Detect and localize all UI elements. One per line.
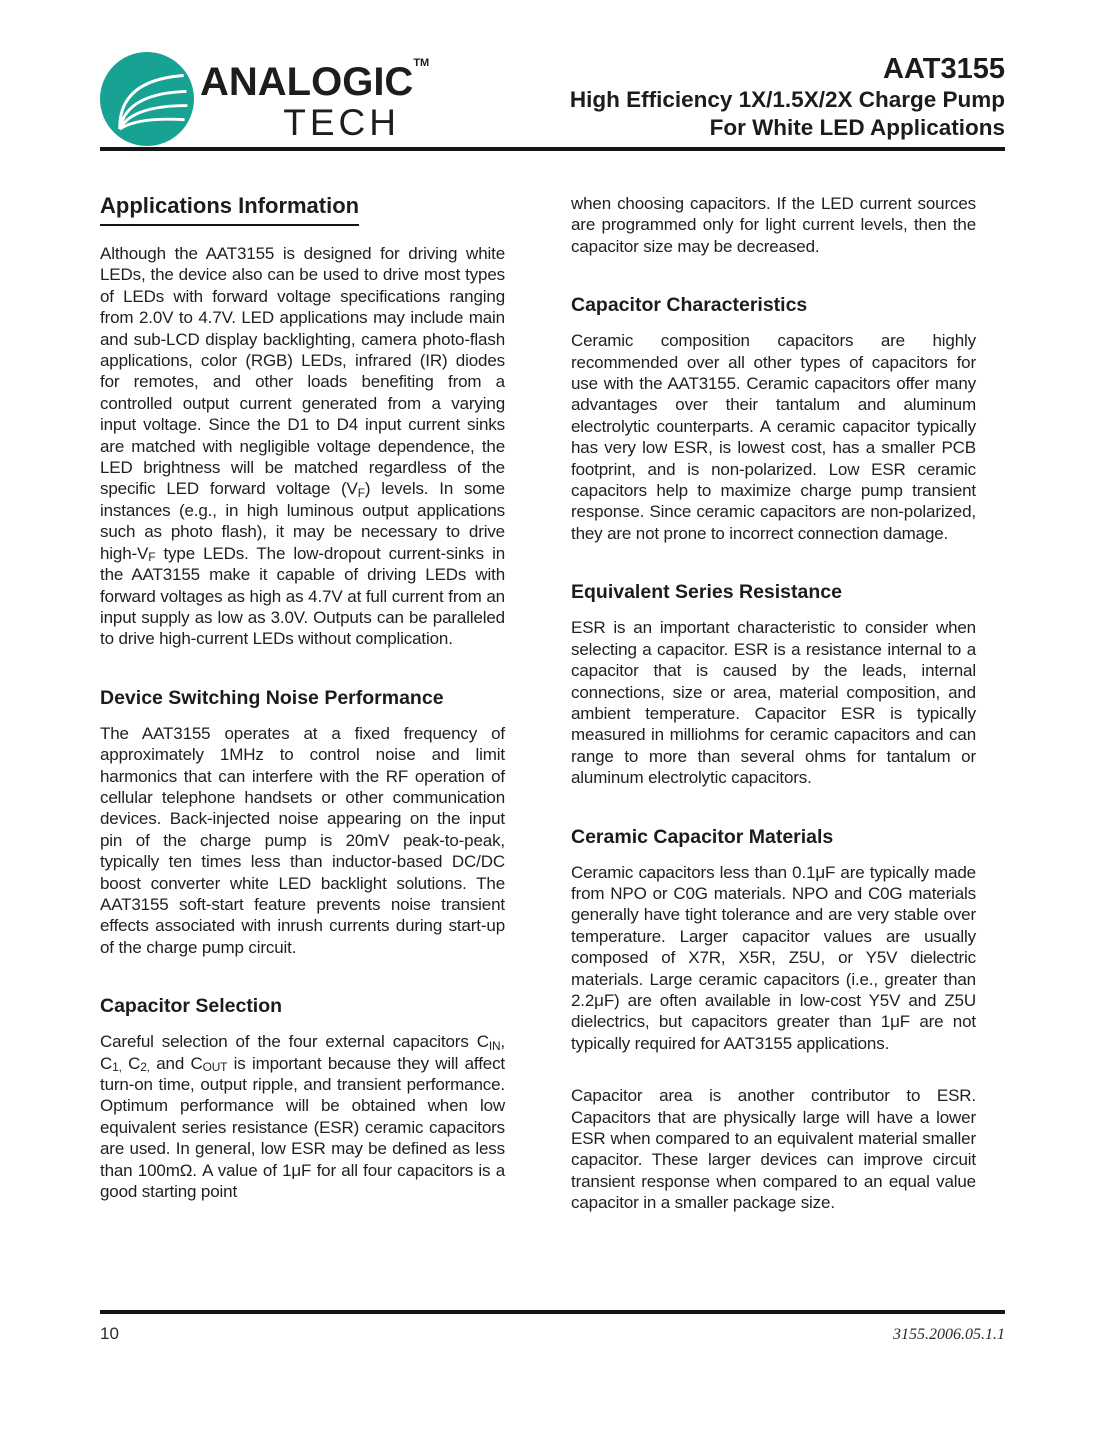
left-column [100,193,505,1214]
doc-subtitle-line1: High Efficiency 1X/1.5X/2X Charge Pump [569,87,1005,112]
paragraph-capacitor-selection: Careful selection of the four external capacitors $C_{IN}$, $C_{1,}$ $C_{2,}$ and $C_{OUT}$ is important because they will affect turn-on time, output ripple, and transient performance. Optimum performance will be obtained when low equivalent series resistance (ESR) ceramic capacitors are used. In general, low ESR may be defined as less than 100mΩ. A value of 1μF for all four capacitors is a good starting point [100,1032,506,1202]
page-body [100,193,976,1214]
footer-divider [100,1310,1005,1314]
page-number: 10 [100,1324,119,1343]
section-title-applications-information: Applications Information [100,193,359,226]
heading-device-switching-noise: Device Switching Noise Performance [100,686,444,709]
paragraph-applications-intro: Although the AAT3155 is designed for driving white LEDs, the device also can be used to drive most types of LEDs with forward voltage specifications ranging from 2.0V to 4.7V. LED applications may include main and sub-LCD display backlighting, camera photo-flash applications, color (RGB) LEDs, infrared (IR) diodes for remotes, and other loads benefiting from a controlled output current generated from a varying input voltage. Since the D1 to D4 input current sinks are matched with negligible voltage dependence, the LED brightness will be matched regardless of the specific LED forward voltage $(V_F)$ levels. In some instances (e.g., in high luminous output applications such as photo flash), it may be necessary to drive high-$V_F$ type LEDs. The low-dropout current-sinks in the AAT3155 make it capable of driving LEDs with forward voltages as high as 4.7V at full current from an input supply as low as 3.0V. Outputs can be paralleled to drive high-current LEDs without complication. [100,244,505,649]
right-column [571,193,976,1214]
document-code: 3155.2006.05.1.1 [893,1326,1005,1343]
doc-subtitle-line2: For White LED Applications [709,115,1005,140]
document-header [570,53,1005,142]
paragraph-capacitor-characteristics: Ceramic composition capacitors are highly recommended over all other types of capacitors for use with the AAT3155. Ceramic capacitors offer many advantages over their tantalum and aluminum electrolytic counterparts. A ceramic capacitor typically has very low ESR, is lowest cost, has a smaller PCB footprint, and is non-polarized. Low ESR ceramic capacitors help to maximize charge pump transient response. Since ceramic capacitors are non-polarized, they are not prone to incorrect connection damage. [571,331,976,543]
paragraph-ceramic-capacitor-materials: Ceramic capacitors less than 0.1μF are typically made from NPO or C0G materials. NPO and C0G materials generally have tight tolerance and are very stable over temperature. Larger capacitor values are usually composed of X7R, X5R, Z5U, or Y5V dielectric materials. Large ceramic capacitors (i.e., greater than 2.2μF) are often available in low-cost Y5V and Z5U dielectrics, but capacitors greater than 1μF are not typically required for AAT3155 applications. [571,862,976,1053]
heading-capacitor-selection: Capacitor Selection [100,995,283,1018]
logo-word-tech: TECH [283,102,400,143]
company-logo [100,52,430,146]
paragraph-capacitor-selection-continued: when choosing capacitors. If the LED current sources are programmed only for light current levels, then the capacitor size may be decreased. [571,194,976,256]
heading-ceramic-capacitor-materials: Ceramic Capacitor Materials [571,825,834,848]
part-number: AAT3155 [883,53,1005,85]
paragraph-equivalent-series-resistance: ESR is an important characteristic to consider when selecting a capacitor. ESR is a resistance internal to a capacitor that is caused by the leads, internal connections, size or area, material composition, and ambient temperature. Capacitor ESR is typically measured in milliohms for ceramic capacitors and can range to more than several ohms for tantalum or aluminum electrolytic capacitors. [571,618,976,788]
logo-wordmark [200,57,430,143]
heading-capacitor-characteristics: Capacitor Characteristics [571,294,808,317]
trademark-symbol: TM [413,57,430,69]
heading-equivalent-series-resistance: Equivalent Series Resistance [571,581,842,604]
header-divider [100,147,1005,151]
paragraph-device-switching-noise: The AAT3155 operates at a fixed frequency of approximately 1MHz to control noise and limit harmonics that can interfere with the RF operation of cellular telephone handsets or other communication devices. Back-injected noise appearing on the input pin of the charge pump is 20mV peak-to-peak, typically ten times less than inductor-based DC/DC boost converter white LED backlight solutions. The AAT3155 soft-start feature prevents noise transient effects associated with inrush currents during start-up of the charge pump circuit. [100,723,505,957]
logo-word-analogic: ANALOGIC™ [200,57,430,104]
paragraph-capacitor-area: Capacitor area is another contributor to ESR. Capacitors that are physically large will have a lower ESR when compared to an equivalent material smaller capacitor. These larger devices can improve circuit transient response when compared to an equal value capacitor in a smaller package size. [571,1086,976,1213]
analogictech-leaf-icon [100,52,194,146]
